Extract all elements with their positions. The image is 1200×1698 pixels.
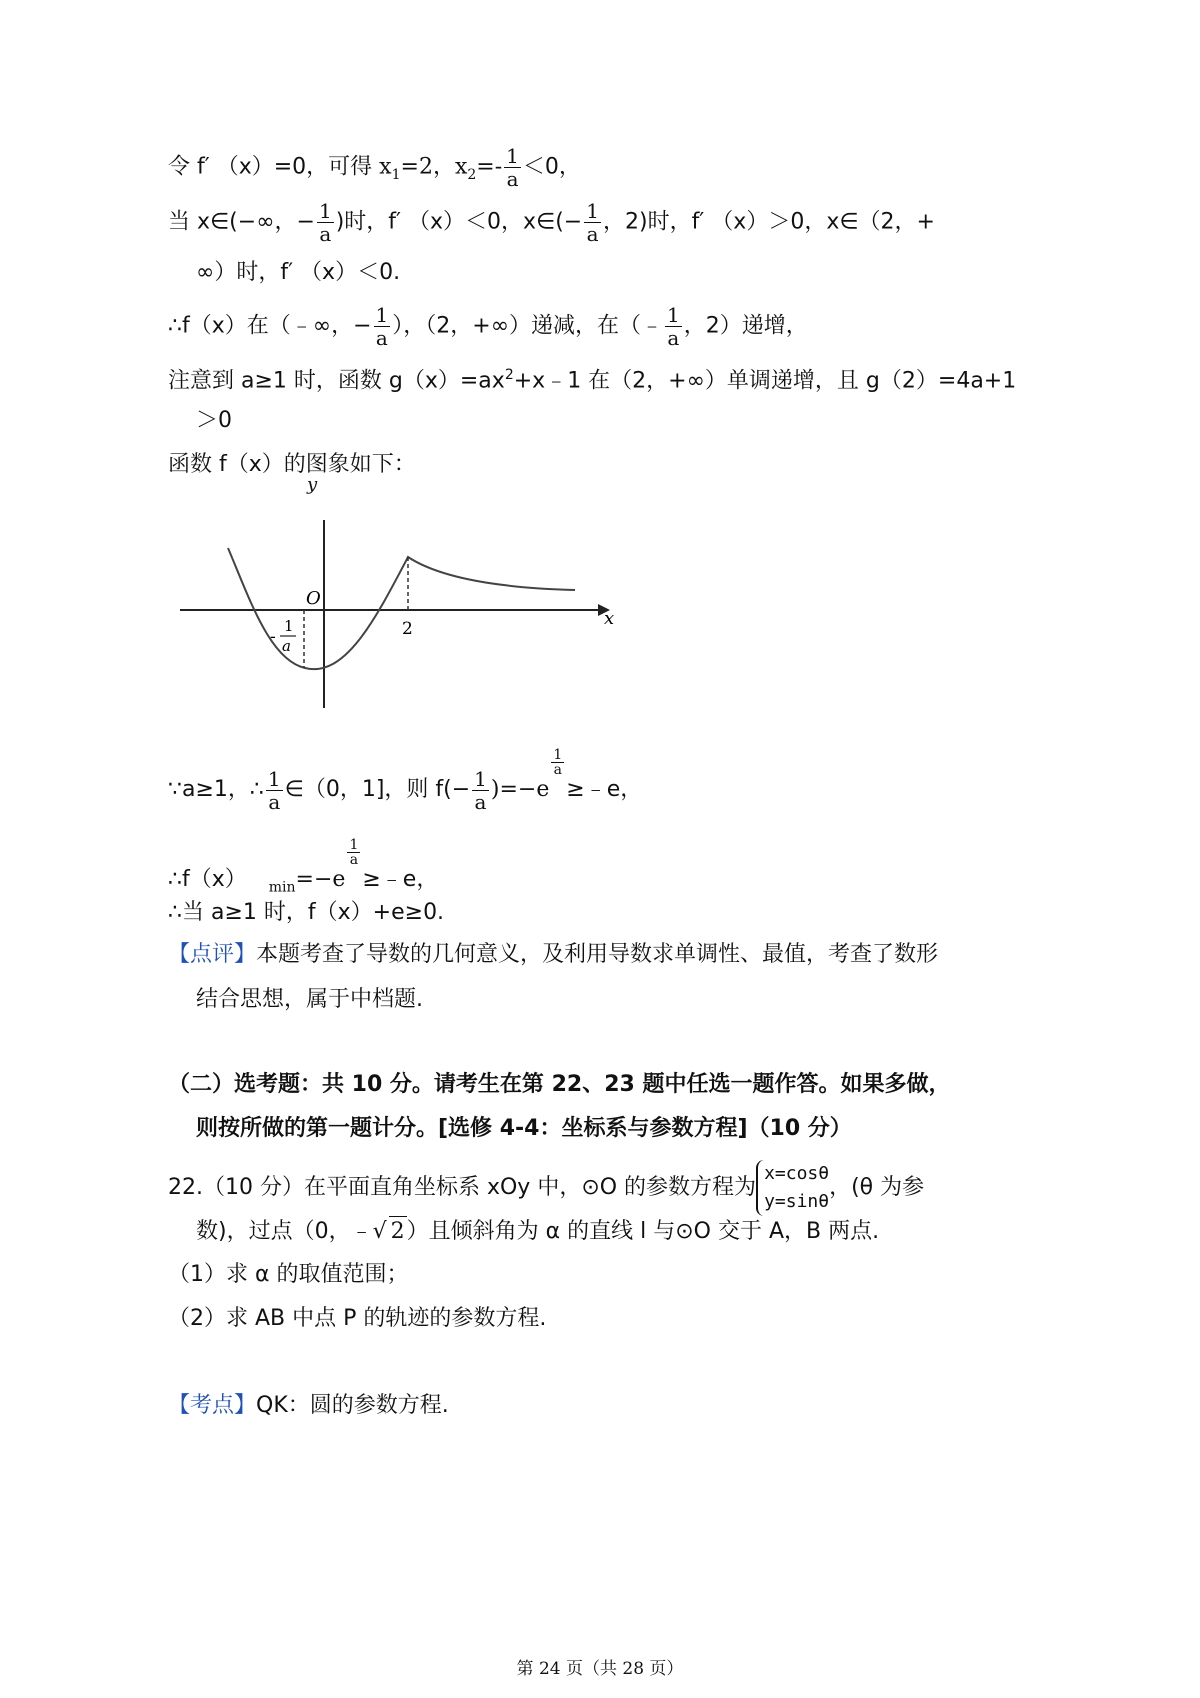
text: 22.（10 分）在平面直角坐标系 xOy 中，⊙O 的参数方程为 bbox=[168, 1175, 757, 1200]
denominator: a bbox=[553, 762, 563, 778]
fraction bbox=[504, 145, 521, 190]
denominator: a bbox=[268, 789, 281, 814]
denominator: a bbox=[586, 222, 599, 246]
line-7: 函数 f（x）的图象如下： bbox=[168, 452, 416, 477]
numerator: 1 bbox=[349, 837, 359, 853]
text: 1 bbox=[391, 166, 401, 183]
curve bbox=[228, 548, 575, 669]
line-9 bbox=[168, 838, 438, 902]
numerator: 1 bbox=[553, 747, 563, 763]
exponent-fraction bbox=[347, 838, 360, 867]
text: ∴f（x） bbox=[168, 867, 247, 892]
text: ）且倾斜角为 α 的直线 l 与⊙O 交于 A，B 两点. bbox=[406, 1219, 880, 1244]
line-2 bbox=[168, 200, 935, 245]
keypoint-tag: 【考点】 bbox=[168, 1393, 257, 1418]
fraction bbox=[266, 768, 283, 813]
q22-part-1: （1）求 α 的取值范围； bbox=[168, 1262, 409, 1287]
text: 令 f′ （x）=0，可得 bbox=[168, 154, 380, 180]
numerator: 1 bbox=[586, 199, 599, 223]
page-footer: 第 24 页（共 28 页） bbox=[516, 1659, 684, 1679]
numerator: 1 bbox=[667, 303, 680, 327]
line-4 bbox=[168, 304, 808, 349]
comment-line-1 bbox=[168, 940, 938, 970]
denominator: a bbox=[474, 789, 487, 814]
numerator: 1 bbox=[375, 303, 389, 327]
numerator: 1 bbox=[506, 144, 519, 168]
text: 2 bbox=[467, 166, 477, 183]
tick-num: 1 bbox=[284, 617, 294, 635]
q22-part-2: （2）求 AB 中点 P 的轨迹的参数方程. bbox=[168, 1306, 547, 1331]
line-6: ＞0 bbox=[196, 408, 232, 433]
line-8 bbox=[168, 748, 642, 813]
denominator: a bbox=[319, 222, 332, 246]
text: =- bbox=[476, 154, 503, 180]
text: QK：圆的参数方程. bbox=[256, 1393, 449, 1418]
comment-tag: 【点评】 bbox=[168, 942, 257, 967]
exponent-fraction bbox=[551, 748, 564, 777]
origin-label: O bbox=[306, 588, 321, 609]
text: ，2）递增， bbox=[683, 313, 808, 339]
sqrt-value: 2 bbox=[389, 1216, 407, 1247]
equation: x=cosθ bbox=[764, 1163, 830, 1184]
text: +x﹣1 在（2，+∞）单调递增，且 g（2）=4a+1 bbox=[513, 368, 1017, 394]
text: ≥﹣e， bbox=[566, 777, 643, 802]
text: x bbox=[454, 154, 468, 180]
text: ），（2，+∞）递减，在（﹣ bbox=[392, 313, 664, 339]
text: 当 x∈(−∞，− bbox=[168, 209, 315, 235]
line-5 bbox=[168, 360, 1016, 396]
denominator: a bbox=[506, 167, 519, 191]
text: ∴f（x）在（﹣∞，− bbox=[168, 313, 372, 339]
denominator: a bbox=[667, 326, 680, 350]
numerator: 1 bbox=[318, 199, 332, 223]
q22-line-2: 数)，过点（0，﹣√ 2）且倾斜角为 α 的直线 l 与⊙O 交于 A，B 两点. bbox=[196, 1216, 879, 1247]
text: =−e bbox=[295, 867, 346, 892]
numerator: 1 bbox=[474, 766, 487, 791]
text: ＜0， bbox=[522, 154, 581, 180]
text: 数)，过点（0，﹣ bbox=[196, 1219, 373, 1244]
fraction bbox=[374, 304, 391, 349]
line-10: ∴当 a≥1 时，f（x）+e≥0. bbox=[168, 900, 445, 925]
numerator: 1 bbox=[267, 766, 281, 791]
text: min bbox=[268, 879, 296, 896]
text: ，2)时，f′ （x）＞0，x∈（2，+ bbox=[602, 209, 935, 235]
text: =2， bbox=[400, 154, 455, 180]
tick-2-label: 2 bbox=[402, 619, 413, 639]
section-title-2: 则按所做的第一题计分。[选修 4-4：坐标系与参数方程]（10 分） bbox=[196, 1116, 852, 1141]
x-label: x bbox=[604, 608, 615, 629]
fraction bbox=[584, 200, 601, 245]
text: ∵a≥1，∴ bbox=[168, 777, 264, 802]
comment-line-2: 结合思想，属于中档题. bbox=[196, 987, 423, 1012]
denominator: a bbox=[349, 852, 359, 868]
line-3: ∞）时，f′ （x）＜0. bbox=[196, 260, 401, 285]
equation: y=sinθ bbox=[764, 1191, 830, 1212]
fraction bbox=[472, 768, 489, 813]
tick-den: a bbox=[282, 637, 291, 655]
section-title-1: （二）选考题：共 10 分。请考生在第 22、23 题中任选一题作答。如果多做， bbox=[168, 1072, 951, 1097]
tick-neg-sign: - bbox=[270, 627, 276, 647]
text: ∈（0，1]，则 f(− bbox=[284, 777, 471, 802]
denominator: a bbox=[375, 326, 388, 350]
text: )=−e bbox=[490, 777, 550, 802]
function-graph bbox=[180, 520, 620, 720]
text: 本题考查了导数的几何意义，及利用导数求单调性、最值，考查了数形 bbox=[256, 942, 939, 967]
line-1 bbox=[168, 145, 581, 190]
text: ≥﹣e， bbox=[362, 867, 439, 892]
text: )时，f′ （x）＜0，x∈(− bbox=[335, 209, 583, 235]
keypoint-line bbox=[168, 1391, 449, 1421]
fraction bbox=[317, 200, 334, 245]
fraction bbox=[665, 304, 682, 349]
text: x bbox=[379, 154, 392, 180]
parametric-system bbox=[756, 1160, 829, 1216]
text: 2 bbox=[504, 367, 514, 383]
y-label: y bbox=[307, 474, 318, 495]
q22-line-1 bbox=[168, 1160, 924, 1216]
text: 注意到 a≥1 时，函数 g（x）=ax bbox=[168, 368, 505, 394]
text: ，(θ 为参 bbox=[829, 1175, 925, 1200]
